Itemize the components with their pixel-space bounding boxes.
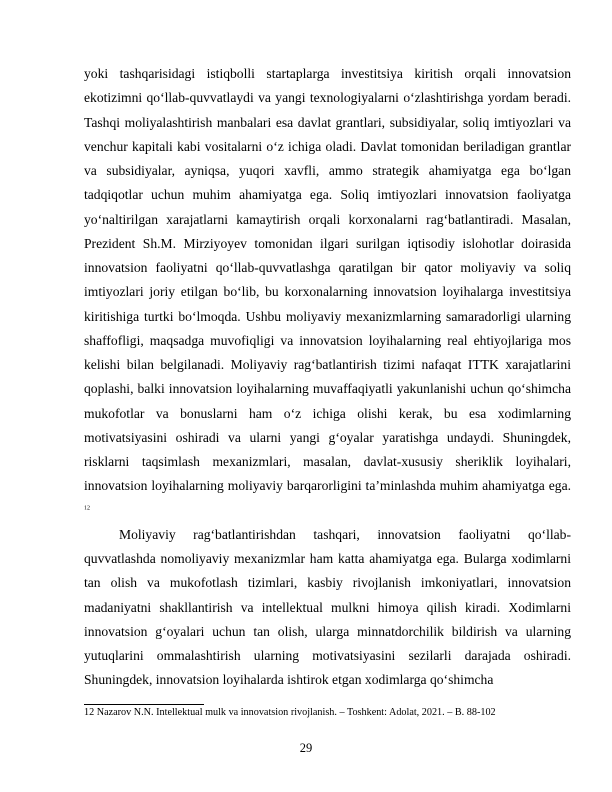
footnote: 12 Nazarov N.N. Intellektual mulk va innovatsion rivojlanish. – Toshkent: Adolat, 2021. – B. 88-102 [84,707,496,718]
footnote-reference[interactable]: 12 [84,504,90,511]
paragraph-1 [84,62,571,523]
page-number: 29 [299,741,313,755]
paragraph-1-text: yoki tashqarisidagi istiqbolli startaplarga investitsiya kiritish orqali innovatsion ekotizimni qo‘llab-quvvatlaydi va yangi texnologiyalarni o‘zlashtirishga yordam beradi. Tashqi moliyalashtirish manbalari esa davlat grantlari, subsidiyalar, soliq imtiyozlari va venchur kapitali kabi vositalarni o‘z ichiga oladi. Davlat tomonidan beriladigan grantlar va subsidiyalar, ayniqsa, yuqori xavfli, ammo strategik ahamiyatga ega bo‘lgan tadqiqotlar uchun muhim ahamiyatga ega. Soliq imtiyozlari innovatsion faoliyatga yo‘naltirilgan xarajatlarni kamaytirish orqali korxonalarni rag‘batlantiradi. Masalan, Prezident Sh.M. Mirziyoyev tomonidan ilgari surilgan iqtisodiy islohotlar doirasida innovatsion faoliyatni qo‘llab-quvvatlashga qaratilgan bir qator moliyaviy va soliq imtiyozlari joriy etilgan bo‘lib, bu korxonalarning innovatsion loyihalarga investitsiya kiritishiga turtki bo‘lmoqda. Ushbu moliyaviy mexanizmlarning samaradorligi ularning shaffofligi, maqsadga muvofiqligi va innovatsion loyihalarning real ehtiyojlariga mos kelishi bilan belgilanadi. Moliyaviy rag‘batlantirish tizimi nafaqat ITTK xarajatlarini qoplashi, balki innovatsion loyihalarning muvaffaqiyatli yakunlanishi uchun qo‘shimcha mukofotlar va bonuslarni ham o‘z ichiga olishi kerak, bu esa xodimlarning motivatsiyasini oshiradi va ularni yangi g‘oyalar yaratishga undaydi. Shuningdek, risklarni taqsimlash mexanizmlari, masalan, davlat-xususiy sheriklik loyihalari, innovatsion loyihalarning moliyaviy barqarorligini ta’minlashda muhim ahamiyatga ega. [84,66,571,494]
footnote-separator [84,704,204,705]
paragraph-2 [84,523,571,693]
body-text [84,62,571,693]
paragraph-2-text: Moliyaviy rag‘batlantirishdan tashqari, innovatsion faoliyatni qo‘llab-quvvatlashda nomoliyaviy mexanizmlar ham katta ahamiyatga ega. Bularga xodimlarni tan olish va mukofotlash tizimlari, kasbiy rivojlanish imkoniyatlari, innovatsion madaniyatni shakllantirish va intellektual mulkni himoya qilish kiradi. Xodimlarni innovatsion g‘oyalari uchun tan olish, ularga minnatdorchilik bildirish va ularning yutuqlarini ommalashtirish ularning motivatsiyasini sezilarli darajada oshiradi. Shuningdek, innovatsion loyihalarda ishtirok etgan xodimlarga qo‘shimcha [84,526,571,688]
